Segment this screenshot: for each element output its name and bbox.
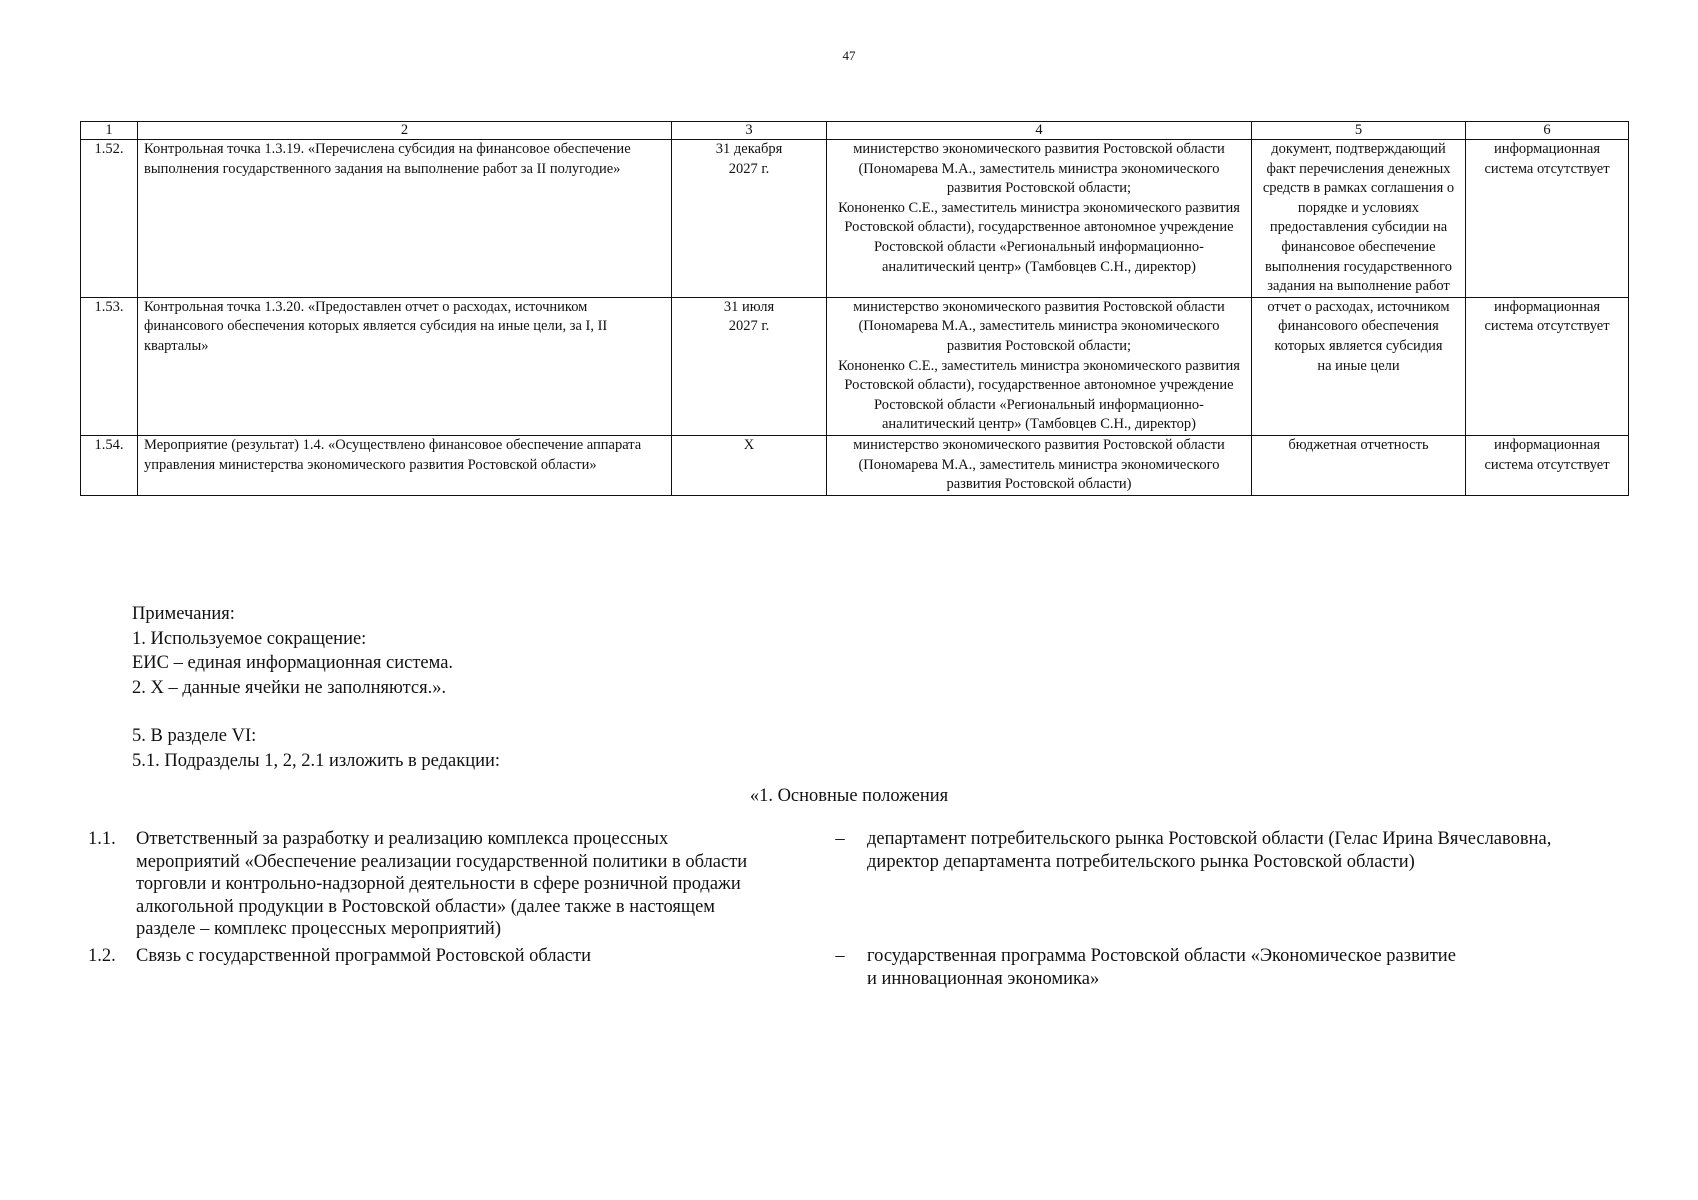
row-number: 1.52. xyxy=(81,140,138,298)
provision-number: 1.1. xyxy=(88,829,116,849)
column-header-2: 2 xyxy=(138,122,672,140)
row-number: 1.54. xyxy=(81,435,138,495)
column-header-5: 5 xyxy=(1252,122,1466,140)
row-name: Контрольная точка 1.3.20. «Предоставлен отчет о расходах, источником финансового обеспечения которых является субсидия на иные цели, за I, II кварталы» xyxy=(138,297,672,435)
row-system: информационная система отсутствует xyxy=(1466,140,1629,298)
row-name: Контрольная точка 1.3.19. «Перечислена субсидия на финансовое обеспечение выполнения государственного задания на выполнение работ за II полугодие» xyxy=(138,140,672,298)
row-document: отчет о расходах, источником финансового обеспечения которых является субсидия на иные цели xyxy=(1252,297,1466,435)
provision-number: 1.2. xyxy=(88,946,116,966)
table-header-row xyxy=(81,122,1629,140)
row-responsible: министерство экономического развития Ростовской области (Пономарева М.А., заместитель министра экономического развития Ростовской области; Кононенко С.Е., заместитель министра экономического развития Ростовской области), государственное автономное учреждение Ростовской области «Региональный информационно-аналитический центр» (Тамбовцев С.Н., директор) xyxy=(827,140,1252,298)
note-item-2: 2. X – данные ячейки не заполняются.». xyxy=(132,677,447,698)
provision-text: Связь с государственной программой Ростовской области xyxy=(136,946,592,966)
row-date: 31 декабря 2027 г. xyxy=(672,140,827,298)
column-header-3: 3 xyxy=(672,122,827,140)
column-header-6: 6 xyxy=(1466,122,1629,140)
provision-value: департамент потребительского рынка Ростовской области (Гелас Ирина Вячеславовна, директор департамента потребительского рынка Ростовской области) xyxy=(867,829,1552,872)
provision-dash: – xyxy=(835,946,845,966)
subsection-change-instruction: 5.1. Подразделы 1, 2, 2.1 изложить в редакции: xyxy=(132,750,501,771)
notes-heading: Примечания: xyxy=(132,604,235,624)
section-change-instruction: 5. В разделе VI: xyxy=(132,726,257,746)
row-date: 31 июля 2027 г. xyxy=(672,297,827,435)
provision-value: государственная программа Ростовской области «Экономическое развитие и инновационная экономика» xyxy=(867,946,1456,989)
section-title: «1. Основные положения xyxy=(749,786,949,806)
row-date: X xyxy=(672,435,827,495)
row-system: информационная система отсутствует xyxy=(1466,297,1629,435)
note-item-1: 1. Используемое сокращение: xyxy=(132,628,367,649)
table-row xyxy=(81,297,1629,435)
page-number: 47 xyxy=(842,48,856,63)
column-header-4: 4 xyxy=(827,122,1252,140)
row-system: информационная система отсутствует xyxy=(1466,435,1629,495)
row-name: Мероприятие (результат) 1.4. «Осуществлено финансовое обеспечение аппарата управления министерства экономического развития Ростовской области» xyxy=(138,435,672,495)
events-table xyxy=(80,121,1629,496)
provision-text: Ответственный за разработку и реализацию комплекса процессных мероприятий «Обеспечение реализации государственной политики в области торговли и контрольно-надзорной деятельности в сфере розничной продажи алкогольной продукции в Ростовской области» (далее также в настоящем разделе – комплекс процессных мероприятий) xyxy=(136,829,748,939)
row-number: 1.53. xyxy=(81,297,138,435)
column-header-1: 1 xyxy=(81,122,138,140)
table-row xyxy=(81,140,1629,298)
row-document: бюджетная отчетность xyxy=(1252,435,1466,495)
notes-spacer xyxy=(132,700,500,724)
row-document: документ, подтверждающий факт перечисления денежных средств в рамках соглашения о порядке и условиях предоставления субсидии на финансовое обеспечение выполнения государственного задания на выполнение работ xyxy=(1252,140,1466,298)
note-item-1-detail: ЕИС – единая информационная система. xyxy=(132,653,454,673)
row-responsible: министерство экономического развития Ростовской области (Пономарева М.А., заместитель министра экономического развития Ростовской области) xyxy=(827,435,1252,495)
provision-dash: – xyxy=(835,829,845,849)
row-responsible: министерство экономического развития Ростовской области (Пономарева М.А., заместитель министра экономического развития Ростовской области; Кононенко С.Е., заместитель министра экономического развития Ростовской области), государственное автономное учреждение Ростовской области «Региональный информационно-аналитический центр» (Тамбовцев С.Н., директор) xyxy=(827,297,1252,435)
table-row xyxy=(81,435,1629,495)
notes-block xyxy=(132,602,500,773)
